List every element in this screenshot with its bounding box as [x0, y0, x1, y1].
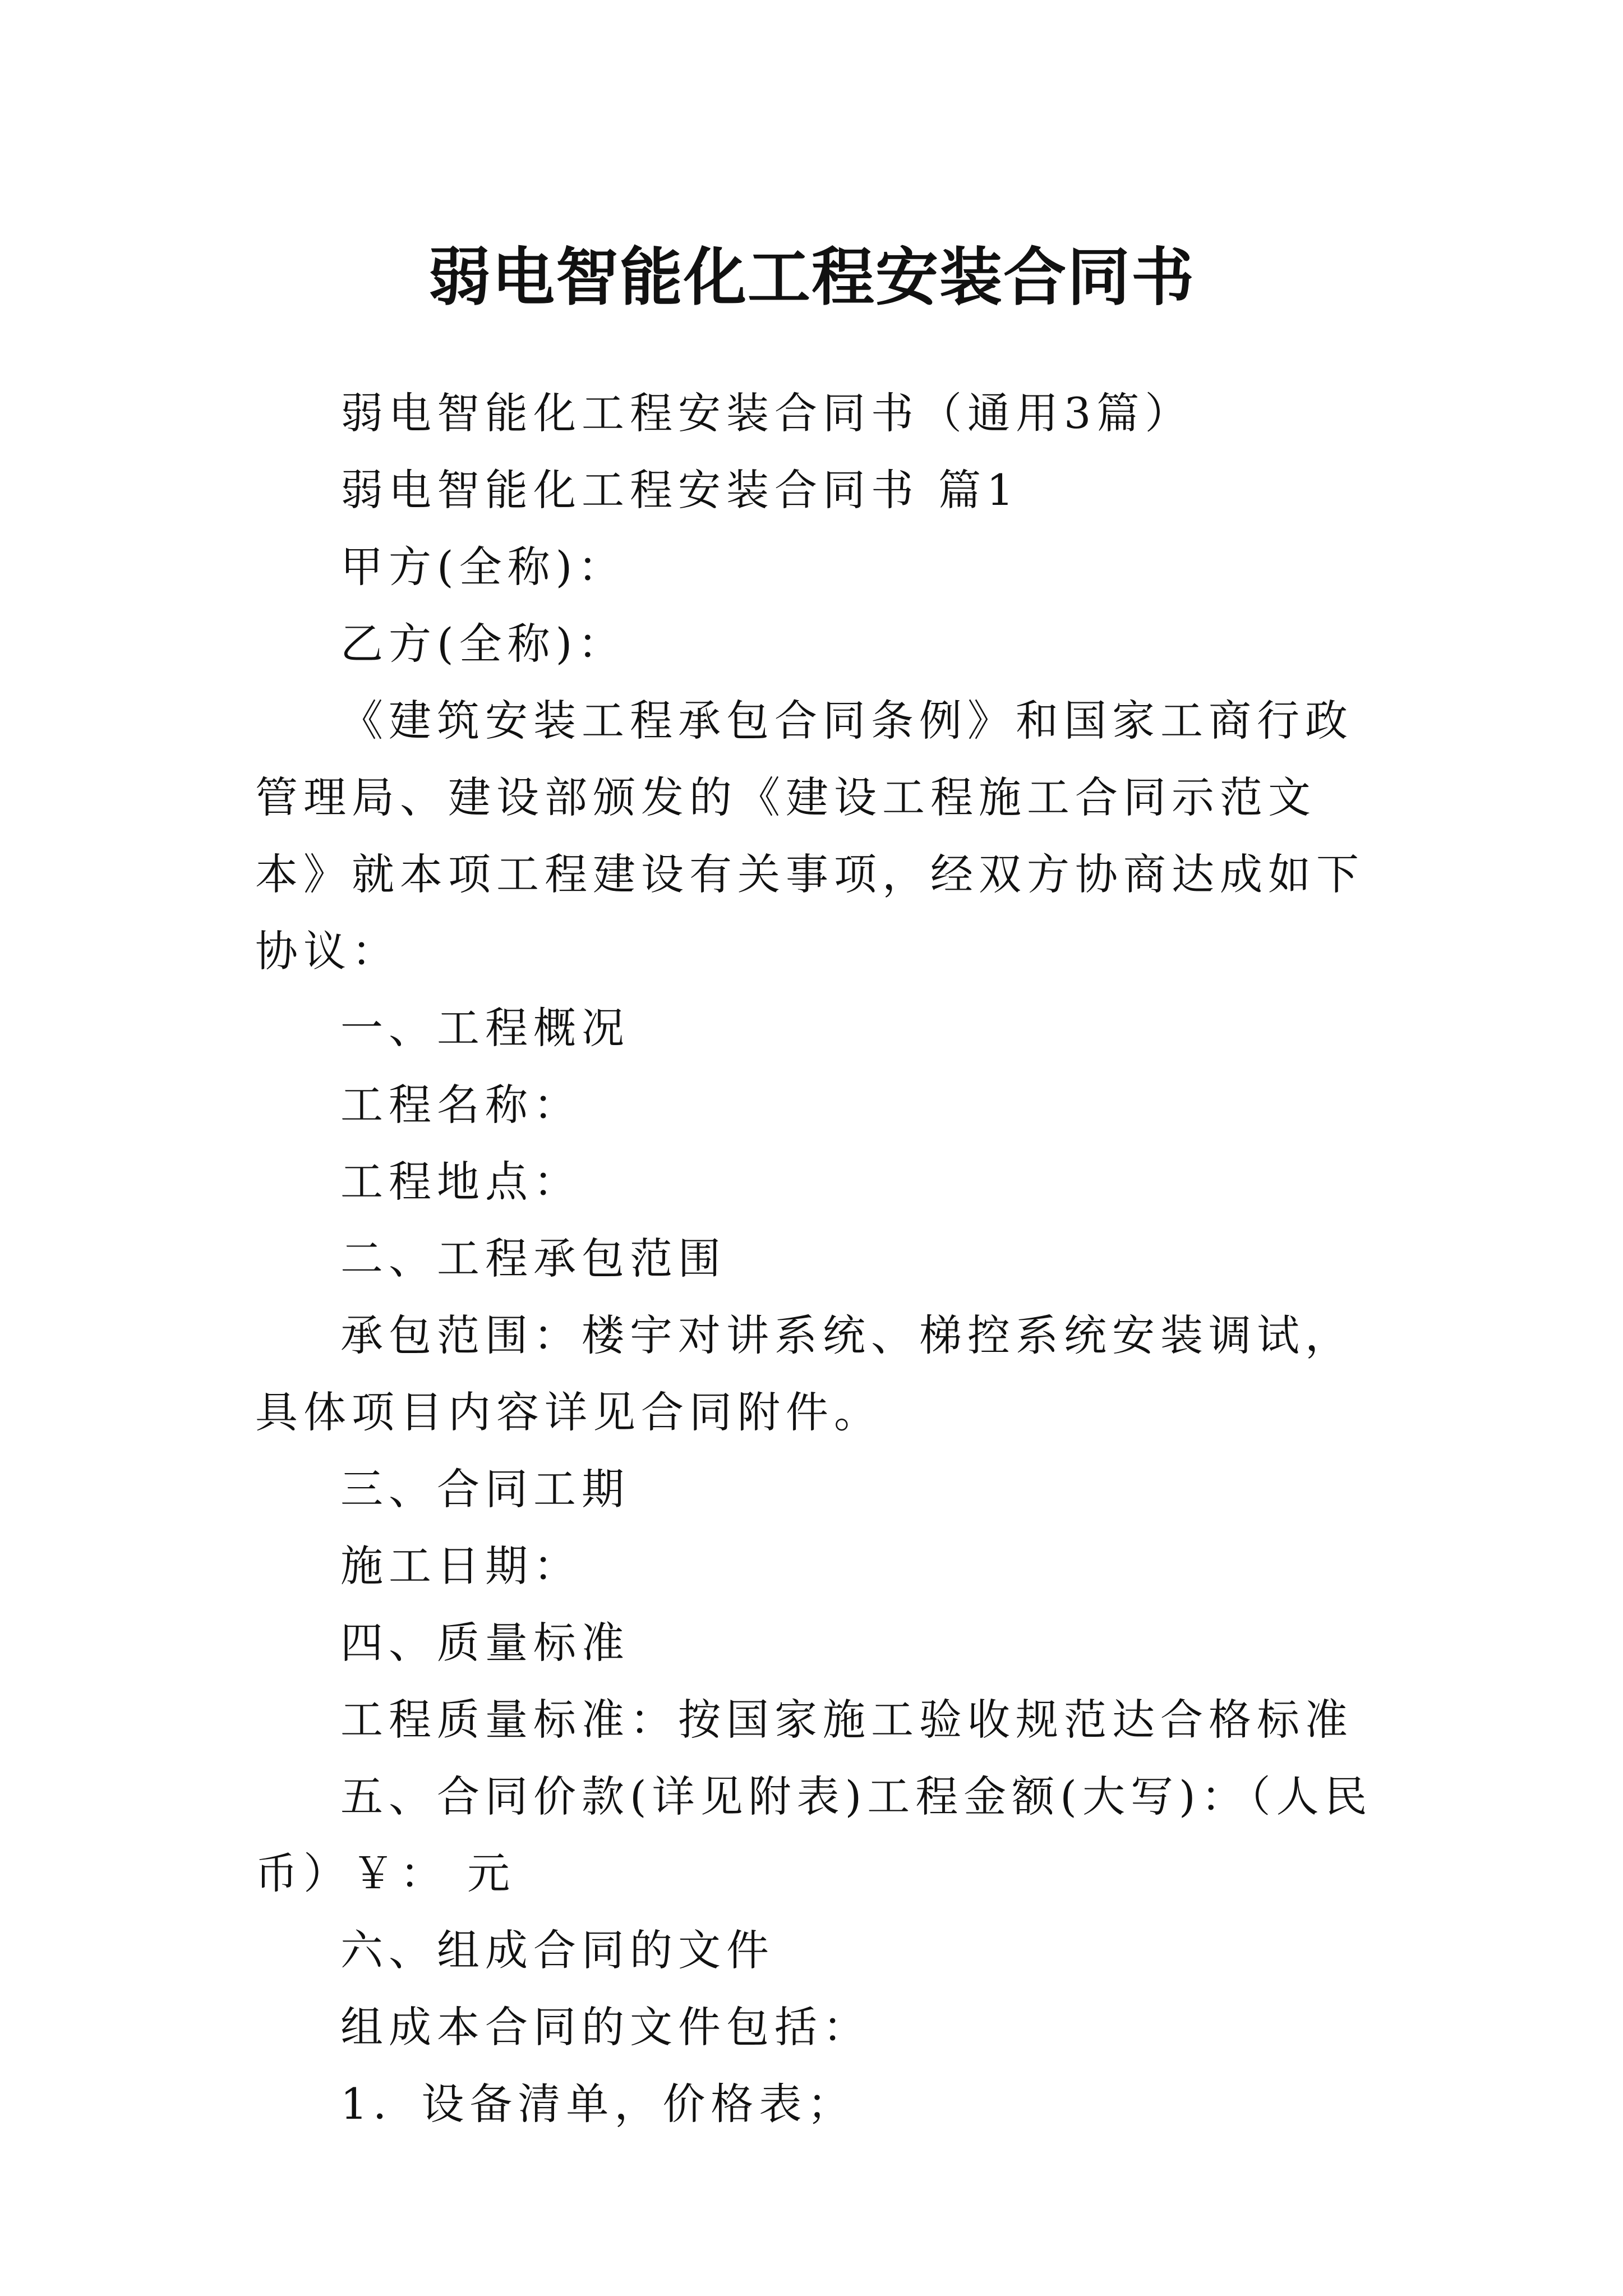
section-heading-1: 一、工程概况: [340, 1003, 630, 1053]
paragraph-party-a: 甲方(全称)：: [340, 542, 626, 592]
paragraph-scope: 承包范围：楼宇对讲系统、梯控系统安装调试，具体项目内容详见合同附件。: [255, 1310, 1353, 1437]
paragraph-part-heading: 弱电智能化工程安装合同书 篇1: [340, 465, 1020, 515]
section-heading-4: 四、质量标准: [340, 1618, 630, 1668]
document-body: [255, 375, 1382, 2142]
paragraph-preamble: 《建筑安装工程承包合同条例》和国家工商行政管理局、建设部颁发的《建设工程施工合同示范文本》就本项工程建设有关事项，经双方协商达成如下协议：: [255, 696, 1364, 976]
section-heading-2: 二、工程承包范围: [340, 1234, 726, 1283]
list-item-1: 1．设备清单，价格表；: [340, 2079, 856, 2129]
paragraph-construction-date: 施工日期：: [340, 1541, 582, 1591]
paragraph-contract-price: 五、合同价款(详见附表)工程金额(大写)：（人民币）￥： 元: [255, 1772, 1373, 1898]
section-heading-6: 六、组成合同的文件: [340, 1925, 774, 1975]
document-title: 弱电智能化工程安装合同书: [428, 241, 1195, 315]
section-heading-3: 三、合同工期: [340, 1464, 630, 1514]
paragraph-project-name: 工程名称：: [340, 1080, 582, 1130]
paragraph-party-b: 乙方(全称)：: [340, 619, 626, 669]
paragraph-project-location: 工程地点：: [340, 1157, 582, 1207]
paragraph-documents-intro: 组成本合同的文件包括：: [340, 2002, 871, 2052]
paragraph-subtitle: 弱电智能化工程安装合同书（通用3篇）: [340, 388, 1193, 438]
paragraph-quality-standard: 工程质量标准：按国家施工验收规范达合格标准: [340, 1695, 1353, 1745]
